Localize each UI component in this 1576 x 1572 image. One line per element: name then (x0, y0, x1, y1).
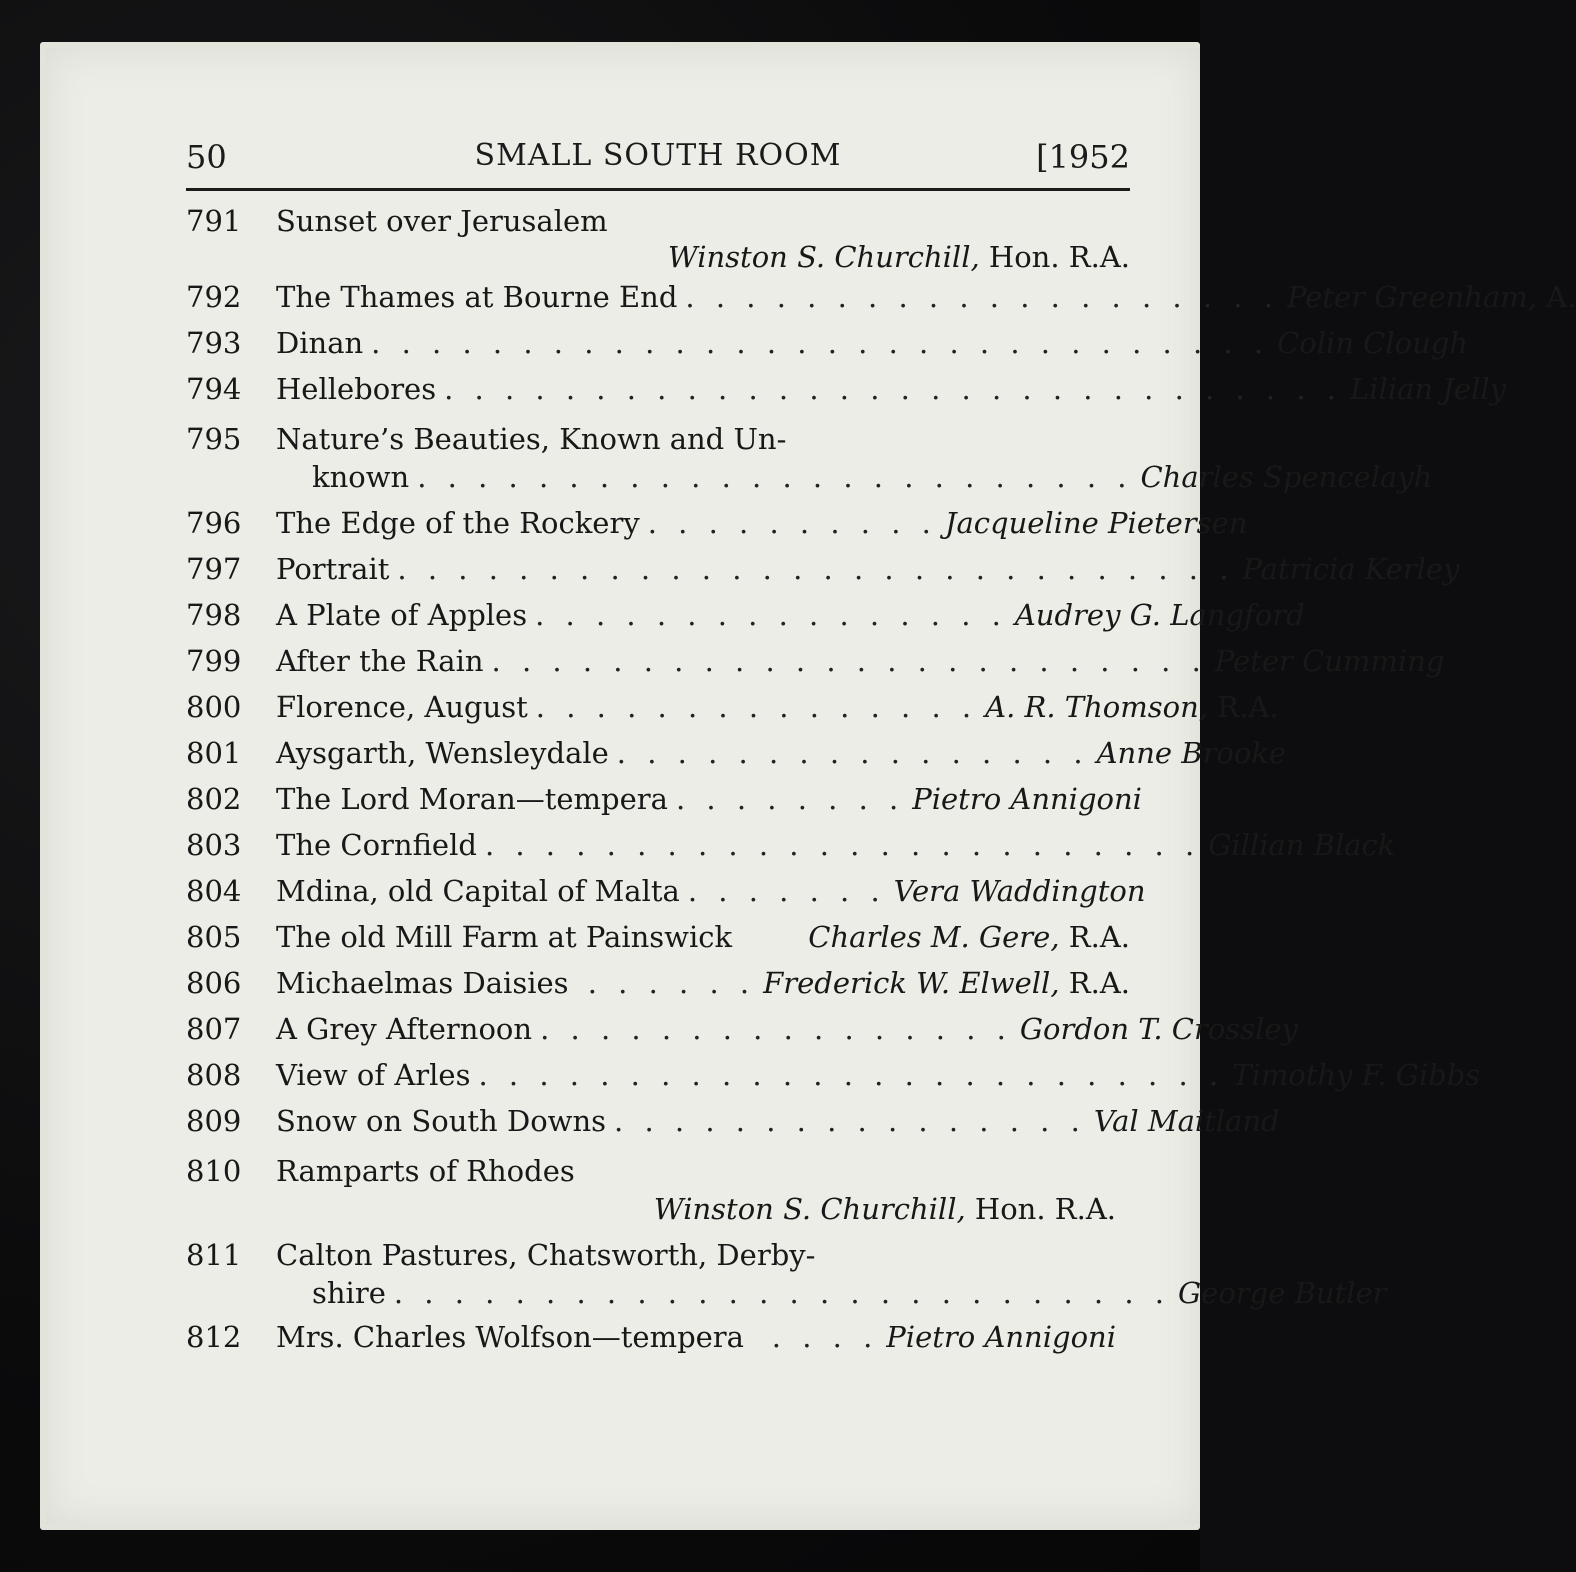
catalogue-number: 809 (186, 1104, 242, 1138)
leader-dots: . . . . (771, 1320, 879, 1354)
catalogue-entry (186, 736, 1287, 782)
leader-dots: . . . . . . . . . . . . . . . (535, 690, 978, 724)
leader-dots: . . . . . . . . . . . . . . . . . . . . . . . . . . . . . . (371, 326, 1270, 360)
catalogue-number: 801 (186, 736, 242, 770)
artwork-title: A Grey Afternoon (276, 1012, 533, 1046)
artist-name: Patricia Kerley (1242, 552, 1460, 586)
leader-dots: . . . . . . (587, 966, 756, 1000)
artist-name: Peter Greenham, (1286, 280, 1537, 314)
artwork-title: Mdina, old Capital of Malta (276, 874, 680, 908)
catalogue-entry (186, 1104, 1280, 1150)
catalogue-entry (186, 1012, 1298, 1058)
catalogue-entry (186, 1154, 1130, 1232)
catalogue-entry (186, 506, 1248, 552)
catalogue-entry (186, 552, 1460, 598)
catalogue-number: 805 (186, 920, 242, 954)
catalogue-number: 810 (186, 1154, 242, 1188)
leader-dots: . . . . . . . . . . . . . . . . . . . . . . . . . . . . . . (444, 372, 1342, 406)
artwork-title: Michaelmas Daisies (276, 966, 569, 1000)
catalogue-number: 811 (186, 1238, 242, 1272)
catalogue-number: 796 (186, 506, 242, 540)
running-header (186, 132, 1130, 180)
artist-name: Anne Brooke (1096, 736, 1287, 770)
artwork-title: Calton Pastures, Chatsworth, Derby- (276, 1238, 816, 1272)
artwork-title: The Lord Moran—tempera (276, 782, 668, 816)
artwork-title: Sunset over Jerusalem (276, 204, 608, 238)
catalogue-entry (186, 966, 1130, 1012)
catalogue-number: 795 (186, 422, 242, 456)
leader-dots: . . . . . . . . . . . . . . . . . . . . . . . . . . (393, 1276, 1170, 1310)
artist-name: Pietro Annigoni (886, 1320, 1116, 1354)
artist-honours: R.A. (1208, 690, 1279, 724)
artist-name: Val Maitland (1093, 1104, 1280, 1138)
catalogue-entry (186, 920, 1130, 966)
leader-dots: . . . . . . . . . . (647, 506, 937, 540)
catalogue-entry (186, 874, 1146, 920)
catalogue-entry (186, 1238, 1387, 1316)
leader-dots: . . . . . . . . . . . . . . . . (535, 598, 1007, 632)
artist-name: Charles M. Gere, (808, 920, 1060, 954)
artwork-title: Florence, August (276, 690, 528, 724)
artwork-title-continued: shire (312, 1276, 386, 1310)
catalogue-entry (186, 598, 1305, 644)
artist-honours: R.A. (1059, 920, 1130, 954)
leader-dots: . . . . . . . . . . . . . . . . . . . . . . . . (491, 644, 1207, 678)
catalogue-number: 808 (186, 1058, 242, 1092)
artist-name: Timothy F. Gibbs (1232, 1058, 1481, 1092)
artwork-title: The Edge of the Rockery (276, 506, 640, 540)
catalogue-entry (186, 280, 1576, 326)
artwork-title: Ramparts of Rhodes (276, 1154, 575, 1188)
artist-name: Winston S. Churchill, (667, 240, 980, 274)
artwork-title-continued: known (312, 460, 410, 494)
artist-name: Charles Spencelayh (1140, 460, 1433, 494)
catalogue-entry (186, 690, 1279, 736)
catalogue-entry (186, 326, 1468, 372)
leader-dots: . . . . . . . . . . . . . . . . . . . . . . . . (484, 828, 1201, 862)
leader-dots: . . . . . . . . . . . . . . . . . . . . . . . . . (478, 1058, 1225, 1092)
catalogue-entry (186, 644, 1445, 690)
catalogue-entry (186, 828, 1396, 874)
catalogue-number: 793 (186, 326, 242, 360)
artist-name: Frederick W. Elwell, (763, 966, 1060, 1000)
artwork-title: A Plate of Apples (276, 598, 528, 632)
catalogue-entries (186, 204, 1576, 1366)
catalogue-number: 794 (186, 372, 242, 406)
catalogue-entry (186, 782, 1142, 828)
page-number: 50 (186, 138, 227, 176)
catalogue-entry (186, 372, 1506, 418)
artist-name: Jacqueline Pietersen (944, 506, 1248, 540)
catalogue-entry (186, 1320, 1130, 1366)
catalogue-number: 799 (186, 644, 242, 678)
artwork-title: The old Mill Farm at Painswick (276, 920, 733, 954)
catalogue-number: 804 (186, 874, 242, 908)
leader-dots: . . . . . . . . . . . . . . . . (540, 1012, 1012, 1046)
leader-dots: . . . . . . . . . . . . . . . . . . . . . . . . (417, 460, 1133, 494)
catalogue-number: 800 (186, 690, 242, 724)
artist-name: George Butler (1178, 1276, 1387, 1310)
artist-name: A. R. Thomson, (985, 690, 1209, 724)
catalogue-number: 812 (186, 1320, 242, 1354)
artist-name: Colin Clough (1277, 326, 1468, 360)
artwork-title: Hellebores (276, 372, 437, 406)
catalogue-number: 806 (186, 966, 242, 1000)
catalogue-entry (186, 204, 1130, 280)
catalogue-number: 791 (186, 204, 242, 238)
artist-honours: Hon. R.A. (979, 240, 1130, 274)
catalogue-number: 803 (186, 828, 242, 862)
artist-name: Audrey G. Langford (1014, 598, 1305, 632)
artist-name: Gillian Black (1208, 828, 1396, 862)
catalogue-number: 798 (186, 598, 242, 632)
year-label: [1952 (1036, 138, 1130, 176)
artist-name: Winston S. Churchill, (653, 1192, 966, 1226)
catalogue-entry (186, 1058, 1481, 1104)
artist-name: Pietro Annigoni (912, 782, 1142, 816)
artist-name: Vera Waddington (893, 874, 1146, 908)
artist-honours: Hon. R.A. (965, 1192, 1116, 1226)
leader-dots: . . . . . . . (687, 874, 886, 908)
artist-name: Lilian Jelly (1350, 372, 1506, 406)
artwork-title: Portrait (276, 552, 390, 586)
page-title: SMALL SOUTH ROOM (474, 138, 842, 173)
leader-dots: . . . . . . . . (675, 782, 905, 816)
catalogue-number: 797 (186, 552, 242, 586)
artwork-title: Snow on South Downs (276, 1104, 607, 1138)
artwork-title: Dinan (276, 326, 364, 360)
artwork-title: View of Arles (276, 1058, 471, 1092)
artwork-title: Nature’s Beauties, Known and Un- (276, 422, 787, 456)
header-rule (186, 188, 1130, 191)
artwork-title: The Thames at Bourne End (276, 280, 678, 314)
artwork-title: The Cornfield (276, 828, 477, 862)
catalogue-number: 807 (186, 1012, 242, 1046)
artist-name: Gordon T. Crossley (1019, 1012, 1298, 1046)
leader-dots: . . . . . . . . . . . . . . . . . . . . (685, 280, 1279, 314)
catalogue-entry (186, 422, 1433, 500)
leader-dots: . . . . . . . . . . . . . . . . (614, 1104, 1086, 1138)
artwork-title: Mrs. Charles Wolfson—tempera (276, 1320, 744, 1354)
leader-dots: . . . . . . . . . . . . . . . . (616, 736, 1089, 770)
catalogue-number: 792 (186, 280, 242, 314)
artwork-title: Aysgarth, Wensleydale (276, 736, 609, 770)
leader-dots: . . . . . . . . . . . . . . . . . . . . . . . . . . . . (397, 552, 1235, 586)
artist-name: Peter Cumming (1214, 644, 1445, 678)
artist-honours: A. (1536, 280, 1576, 314)
catalogue-number: 802 (186, 782, 242, 816)
artwork-title: After the Rain (276, 644, 484, 678)
artist-honours: R.A. (1059, 966, 1130, 1000)
